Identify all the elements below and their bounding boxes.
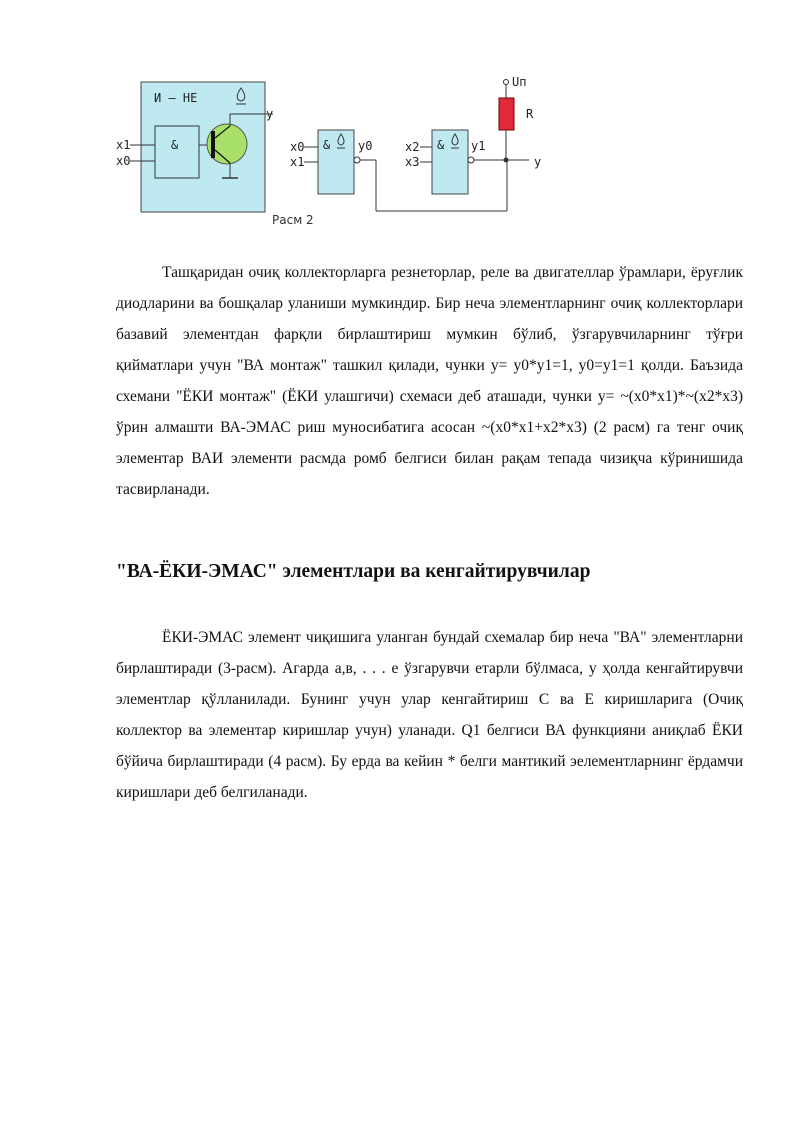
resistor-icon — [499, 98, 514, 130]
supply-label: Uп — [512, 75, 527, 89]
gate1-input2-label: х0 — [116, 154, 131, 168]
and-box — [155, 126, 199, 178]
gate2-input2-label: х1 — [290, 155, 305, 169]
paragraph-2: ЁКИ-ЭМАС элемент чиқишига уланган бундай схемалар бир неча "ВА" элементларни бирлаштиради (3-расм). Агарда а,в, . . . е ўзгарувчи етарли бўлмаса, у ҳолда кенгайтирувчи элементлар қўлланилади. Бунинг учун улар кенгайтириш С ва Е киришларига (Очиқ коллектор ва элементар киришлар учун) уланади. Q1 белгиси ВА функцияни аниқлаб ЁКИ бўйича бирлаштиради (4 расм). Бу ерда ва кейин * белги мантикий эелементларнинг ёрдамчи киришлари деб белгиланади. — [116, 629, 743, 801]
section-heading: "ВА-ЁКИ-ЭМАС" элементлари ва кенгайтирувчилар — [116, 561, 591, 582]
gate1-input1-label: х1 — [116, 138, 131, 152]
gate3-and-label: & — [437, 138, 445, 152]
output-label: у — [534, 155, 542, 169]
resistor-label: R — [526, 107, 534, 121]
paragraph-1: Ташқаридан очиқ коллекторларга резнеторлар, реле ва двигателлар ўрамлари, ёруғлик диодларини ва бошқалар уланиши мумкиндир. Бир неча элементларнинг очиқ коллекторлари базавий элементдан фарқли бирлаштириш мумкин бўлиб, ўзгарувчиларнинг тўғри қийматлари учун "ВА монтаж" ташкил қилади, чунки y= y0*y1=1, y0=y1=1 қолди. Баъзида схемани "ЁКИ монтаж" (ЁКИ улашгичи) схемаси деб аташади, чунки y= ~(x0*x1)*~(x2*x3) ўрин алмашти ВА-ЭМАС риш муносибатига асосан ~(x0*x1+x2*x3) (2 расм) га тенг очиқ элементар ВАИ элементи расмда ромб белгиси билан рақам тепада чизиқча кўринишида тасвирланади. — [116, 264, 743, 498]
figure-caption: Расм 2 — [272, 213, 314, 227]
gate2-input1-label: х0 — [290, 140, 305, 154]
gate1-and-label: & — [171, 138, 179, 152]
circuit-figure — [108, 68, 568, 238]
gate3-input2-label: х3 — [405, 155, 420, 169]
gate1-title: И – НЕ — [154, 91, 198, 105]
gate2-and-label: & — [323, 138, 331, 152]
gate3-output-label: у1 — [471, 139, 486, 153]
gate3-input1-label: х2 — [405, 140, 420, 154]
gate2-output-label: у0 — [358, 139, 373, 153]
gate1-output-label: у — [266, 107, 274, 121]
